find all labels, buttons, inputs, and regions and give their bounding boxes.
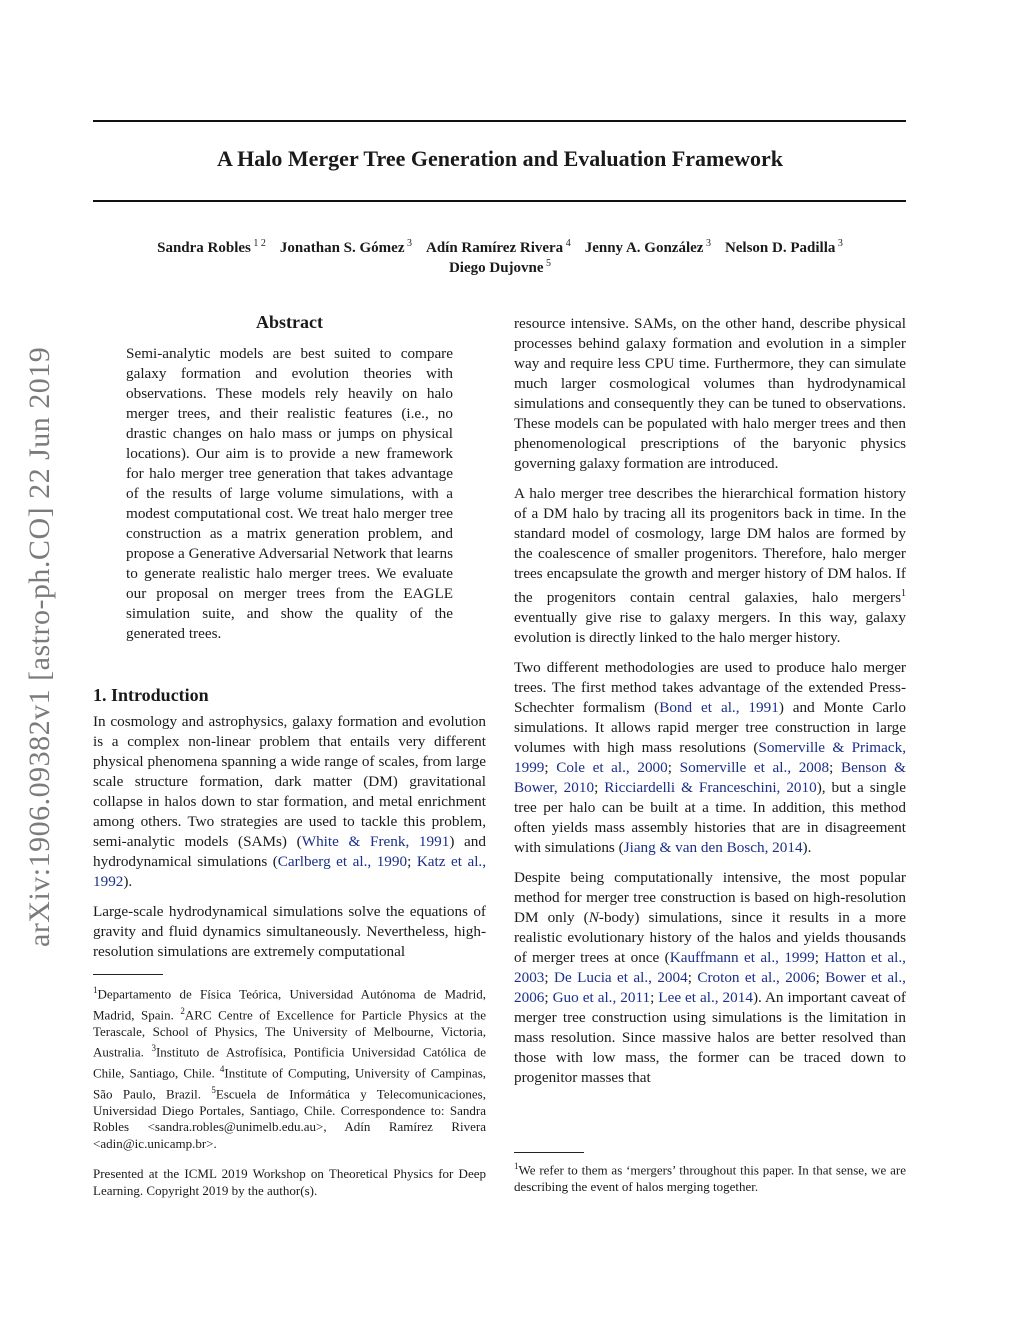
text-run: ), but a single tree per halo can be built at a time. In addition, this method often yields mass assembly histories that are in disagreement with simulations (	[514, 779, 906, 857]
workshop-notice: Presented at the ICML 2019 Workshop on Theoretical Physics for Deep Learning. Copyright 2019 by the author(s).	[93, 1166, 486, 1198]
author	[585, 240, 711, 256]
citation-link[interactable]: Ricciardelli & Franceschini, 2010	[604, 779, 817, 797]
author-name: Jenny A. González	[584, 240, 704, 256]
text-run: A halo merger tree describes the hierarchical formation history of a DM halo by tracing all its progenitors back in time. In the standard model of cosmology, large DM halos are formed by the coalescence of smaller progenitors. Therefore, halo merger trees encapsulate the growth and merger history of DM halos. If the progenitors contain central galaxies, halo mergers	[514, 485, 906, 607]
text-run: Departamento de Física Teórica, Universidad Autónoma de Madrid, Madrid, Spain.	[93, 986, 486, 1023]
section-heading-introduction: 1. Introduction	[93, 685, 209, 705]
citation-link[interactable]: White & Frenk, 1991	[301, 833, 450, 850]
paragraph	[93, 902, 486, 962]
text-run: ;	[815, 969, 826, 987]
footnote-marker: 1	[93, 985, 98, 995]
mergers-footnote	[514, 1158, 906, 1195]
text-run: ;	[687, 969, 698, 987]
text-run: ;	[407, 853, 417, 870]
author-name: Sandra Robles	[157, 240, 251, 256]
author	[426, 240, 571, 256]
author	[449, 260, 551, 276]
arxiv-stamp: arXiv:1906.09382v1 [astro-ph.CO] 22 Jun 2019	[23, 346, 56, 947]
affiliation-marker: 5	[543, 258, 552, 269]
text-run: In cosmology and astrophysics, galaxy formation and evolution is a complex non-linear problem that entails very different physical phenomena spanning a wide range of scales, from large scale structure formation, dark matter (DM) gravitational collapse in halos down to star formation, and metal enrichment among others. Two strategies are used to tackle this problem, semi-analytic models (SAMs) (	[93, 713, 486, 850]
text-run: ;	[544, 969, 554, 987]
text-run: -body) simulations, since it results in a more realistic evolutionary history of the halos and yields thousands of merger trees at once (	[514, 909, 906, 967]
citation-link[interactable]: Hatton et al., 2003	[514, 949, 906, 987]
author-name: Adín Ramírez Rivera	[425, 240, 564, 256]
paragraph	[514, 658, 906, 858]
text-run: ;	[829, 759, 841, 777]
author-name: Jonathan S. Gómez	[279, 240, 405, 256]
text-run: ;	[667, 759, 680, 777]
title-bottom-rule	[93, 200, 906, 202]
text-run: ). An important caveat of merger tree construction using simulations is the limitation in mass resolution. Since massive halos are better resolved than those with low mass, the former can be traced down to progenitor masses that	[514, 989, 906, 1087]
citation-link[interactable]: Lee et al., 2014	[658, 989, 753, 1007]
top-rule	[93, 120, 906, 122]
math-symbol: N	[588, 909, 599, 927]
citation-link[interactable]: Jiang & van den Bosch, 2014	[623, 839, 803, 857]
text-run: Instituto de Astrofísica, Pontificia Universidad Católica de Chile, Santiago, Chile.	[93, 1044, 486, 1081]
text-run: Two different methodologies are used to produce halo merger trees. The first method takes advantage of the extended Press-Schechter formalism (	[514, 659, 906, 717]
text-run: ;	[650, 989, 659, 1007]
paragraph	[514, 484, 906, 648]
citation-link[interactable]: De Lucia et al., 2004	[553, 969, 688, 987]
text-run: ;	[544, 989, 553, 1007]
text-run: ;	[814, 949, 825, 967]
affiliation-marker: 4	[563, 238, 571, 249]
paper-title: A Halo Merger Tree Generation and Evaluation Framework	[216, 146, 784, 171]
footnote-marker: 4	[219, 1063, 225, 1074]
author	[725, 240, 843, 256]
text-run: ;	[594, 779, 605, 797]
text-run: ) and Monte Carlo simulations. It allows rapid merger tree construction in large volumes with high mass resolutions (	[514, 699, 906, 757]
author-list-line-2	[0, 258, 1000, 277]
footnote-marker: 1	[514, 1161, 519, 1171]
abstract-paragraph: Semi-analytic models are best suited to compare galaxy formation and evolution theories with observations. These models rely heavily on halo merger trees, and their realistic features (i.e., no drastic changes on halo mass or jumps on physical locations). Our aim is to provide a new framework for halo merger tree generation that takes advantage of the results of large volume simulations, with a modest computational cost. We treat halo merger tree construction as a matrix generation problem, and propose a Generative Adversarial Network that learns to generate realistic halo merger trees. We evaluate our proposal on merger trees from the EAGLE simulation suite, and show the quality of the generated trees.	[126, 345, 453, 642]
citation-link[interactable]: Somerville & Primack, 1999	[514, 739, 906, 777]
right-column-body	[514, 314, 906, 1098]
abstract-heading: Abstract	[256, 312, 323, 332]
author	[280, 240, 412, 256]
footnote-marker: 3	[151, 1043, 156, 1054]
footnote-rule-left	[93, 974, 163, 975]
footnote-rule-right	[514, 1152, 584, 1153]
text-run: Despite being computationally intensive, the most popular method for merger tree construction is based on high-resolution DM only (	[514, 869, 906, 927]
text-run: ) and hydrodynamical simulations (	[93, 833, 486, 870]
affiliation-marker: 3	[404, 238, 412, 249]
text-run: Large-scale hydrodynamical simulations solve the equations of gravity and fluid dynamics simultaneously. Nevertheless, high-resolution simulations are extremely computational	[93, 903, 486, 960]
paragraph	[93, 712, 486, 892]
citation-link[interactable]: Benson & Bower, 2010	[514, 759, 906, 797]
footnote-marker: 5	[211, 1084, 216, 1095]
author-list-line-1	[0, 238, 1000, 257]
author-name: Nelson D. Padilla	[724, 240, 836, 256]
paragraph	[514, 314, 906, 474]
text-run: eventually give rise to galaxy mergers. In this way, galaxy evolution is directly linked to the halo merger history.	[514, 609, 906, 647]
citation-link[interactable]: Somerville et al., 2008	[679, 759, 830, 777]
text-run: Escuela de Informática y Telecomunicaciones, Universidad Diego Portales, Santiago, Chile. Correspondence to: Sandra Robles <sandra.robles@unimelb.edu.au>, Adín Ramírez Rivera <adin@ic.unicamp.br>.	[93, 1086, 486, 1151]
footnote-marker: 2	[180, 1005, 185, 1016]
affiliation-marker: 1 2	[250, 238, 266, 249]
citation-link[interactable]: Carlberg et al., 1990	[277, 853, 408, 870]
citation-link[interactable]: Bower et al., 2006	[514, 969, 906, 1007]
text-run: ARC Centre of Excellence for Particle Physics at the Terascale, School of Physics, The University of Melbourne, Victoria, Australia.	[93, 1007, 486, 1060]
text-run: ;	[544, 759, 557, 777]
text-run: We refer to them as ‘mergers’ throughout this paper. In that sense, we are describing the event of halos merging together.	[514, 1162, 906, 1194]
affiliation-footnote	[93, 982, 486, 1152]
citation-link[interactable]: Kauffmann et al., 1999	[669, 949, 815, 967]
author-name: Diego Dujovne	[448, 260, 544, 276]
citation-link[interactable]: Katz et al., 1992	[93, 853, 487, 890]
text-run: resource intensive. SAMs, on the other hand, describe physical processes behind galaxy formation and evolution in a simpler way and require less CPU time. Furthermore, they can simulate much larger cosmological volumes than hydrodynamical simulations and consequently they can be tuned to observations. These models can be populated with halo merger trees and then phenomenological prescriptions of the baryonic physics governing galaxy formation are introduced.	[514, 315, 906, 472]
citation-link[interactable]: Cole et al., 2000	[556, 759, 668, 777]
paragraph	[514, 868, 906, 1088]
abstract-text	[126, 344, 453, 654]
affiliation-marker: 3	[835, 238, 843, 249]
affiliation-marker: 3	[703, 238, 711, 249]
text-run: ).	[802, 839, 812, 857]
citation-link[interactable]: Bond et al., 1991	[659, 699, 779, 717]
footnote-marker: 1	[901, 588, 906, 599]
left-column-body	[93, 712, 486, 972]
citation-link[interactable]: Croton et al., 2006	[697, 969, 816, 987]
text-run: ).	[123, 873, 133, 890]
citation-link[interactable]: Guo et al., 2011	[552, 989, 651, 1007]
text-run: Institute of Computing, University of Campinas, São Paulo, Brazil.	[93, 1065, 486, 1102]
author	[157, 240, 266, 256]
